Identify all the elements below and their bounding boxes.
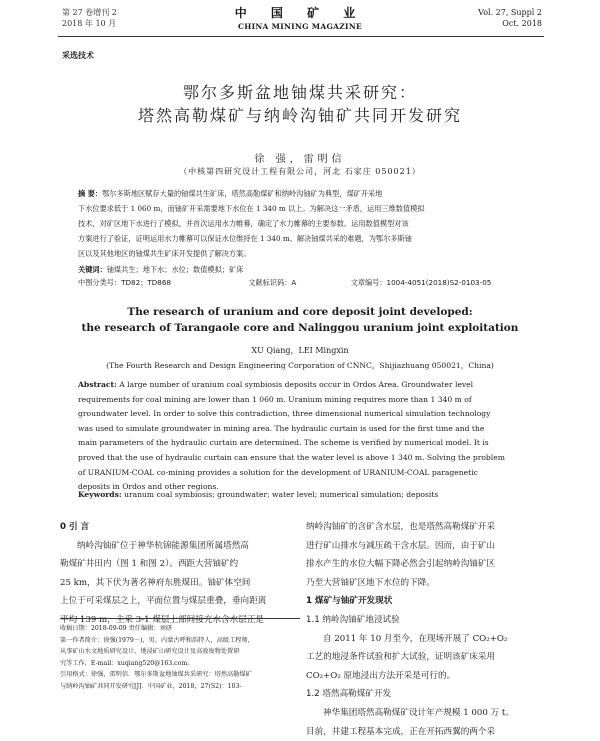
intro-line: 平均 139 m，主采 3-1 煤层上部间接充水含水层正是 [60,614,265,625]
abstract-cn-line: 方案进行了验证，证明运用水力帷幕可以保证水位维持在 1 340 m。解决铀煤共采的难题，为鄂尔多斯铀 [78,234,412,243]
footnote-line: 第一作者简介：徐强(1979－)，男，内蒙古呼和浩特人，高级工程师， [60,636,254,644]
date-en: Oct. 2018 [502,19,542,28]
abstract-en-line: was used to simulate groundwater in mining area. The hydraulic curtain is used for the first time and the [78,423,485,433]
abstract-en-line: groundwater level. In order to solve this contradiction, three dimensional numerical simulation technology [78,409,491,419]
abstract-en-line: deposits in Ordos and other regions. [78,482,219,492]
classification-row [78,278,528,288]
keywords-cn-text: 铀煤共生；地下水；水位；数值模拟；矿床 [106,265,244,274]
title-cn-line-1: 鄂尔多斯盆地铀煤共采研究： [182,83,417,102]
affiliation-cn: （中核第四研究设计工程有限公司，河北 石家庄 050021） [179,167,421,176]
header-rule [58,36,544,37]
abstract-en-line: of URANIUM-COAL co-mining provides a solution for the development of URANIUM-COAL paragenetic [78,467,478,477]
date-cn: 2018 年 10 月 [62,19,117,28]
right-column [306,518,546,741]
title-en-line-1: The research of uranium and core deposit joint developed: [127,306,473,318]
keywords-en [78,490,530,499]
intro-line: 上位于可采煤层之上，平面位置与煤层重叠，垂向距离 [60,596,267,607]
journal-name-en: CHINA MINING MAGAZINE [237,22,363,31]
keywords-cn-label: 关键词： [78,265,107,274]
body-line: 自 2011 年 10 月至今，在现场开展了 CO₂+O₂ [323,633,508,644]
keywords-cn [78,262,528,277]
footnote-line: 究等工作，E-mail：xuqiang520@163.com。 [60,659,194,667]
volume-cn: 第 27 卷增刊 2 [62,8,117,17]
footnote [60,618,300,692]
abstract-cn-line: 区以及其他地区的铀煤共生矿床开发提供了解决方案。 [78,249,251,258]
authors-en: XU Qiang，LEI Mingxin [251,346,349,355]
footnote-line: 从事矿山水文地质研究设计、地浸矿山研究设计及高放废物处置研 [60,648,240,655]
page-header [0,0,600,40]
abstract-en-line: main parameters of the hydraulic curtain are determined. The scheme is verified by numerical model. It is [78,438,489,448]
intro-heading: 0 引 言 [60,522,90,532]
authors-cn: 徐 强，雷明信 [254,154,346,165]
affiliation-en: (The Fourth Research and Design Engineering Corporation of CNNC，Shijiazhuang 050021，China) [106,361,494,370]
volume-en: Vol. 27, Suppl 2 [478,8,542,17]
document-code: 文献标识码：A [248,278,297,287]
abstract-en [78,378,530,495]
title-en-line-2: the research of Tarangaole core and Nalinggou uranium joint exploitation [81,322,519,334]
footnote-line: 与纳岭沟铀矿共同开发研究[J]．中国矿业，2018，27(S2)：103- [60,682,242,690]
abstract-en-line: Abstract: A large number of uranium coal symbiosis deposits occur in Ordos Area. Groundwater level [78,380,474,389]
clc-number: 中图分类号：TD82；TD868 [78,278,172,287]
section-1-1-heading: 1.1 纳岭沟铀矿地浸试验 [306,614,400,625]
keywords-en-label: Keywords: [78,490,122,499]
header-right [478,7,542,29]
body-line: 排水产生的水位大幅下降必然会引起纳岭沟铀矿区 [306,559,496,570]
keywords-en-text: uranum coal symbiosis; groundwater; water level; numerical simulation; deposits [121,490,439,499]
abstract-en-line: requirements for coal mining are lower than 1 060 m. Uranium mining requires more than 1 340 m of [78,394,472,404]
abstract-cn-line: 摘 要：鄂尔多斯地区赋存大量的铀煤共生矿床，塔然高勒煤矿和纳岭沟铀矿为典型，煤矿开采地 [78,189,383,198]
abstract-cn [78,186,528,261]
abstract-cn-line: 下水位要求低于 1 060 m，而铀矿开采需要地下水位在 1 340 m 以上。为解决这一矛盾，运用三维数值模拟 [78,204,425,213]
section-label: 采选技术 [62,51,94,60]
left-column [60,518,300,630]
body-line: 目前，井建工程基本完成，正在开拓西翼的两个采 [306,726,496,737]
article-number: 文章编号：1004-4051(2018)S2-0103-05 [350,278,492,287]
title-cn-line-2: 塔然高勒煤矿与纳岭沟铀矿共同开发研究 [137,106,462,125]
abstract-en-label: Abstract: [78,380,117,389]
footnote-line: 收稿日期：2018-09-09 责任编辑：刘研 [60,625,172,632]
footnote-line: 引用格式：徐强，雷明信．鄂尔多斯盆地铀煤共采研究：塔然高勒煤矿 [60,671,252,678]
abstract-cn-label: 摘 要： [78,189,103,198]
body-line: 工艺的地浸条件试验和扩大试验，证明该矿床采用 [306,652,496,663]
abstract-en-line: proved that the use of hydraulic curtain can ensure that the water level is above 1 340 m. Solving the problem [78,452,505,462]
body-line: 纳岭沟铀矿的含矿含水层，也是塔然高勒煤矿开采 [306,522,496,532]
abstract-cn-line: 技术，对矿区地下水进行了模拟，并首次运用水力帷幕，确定了水力帷幕的主要参数。运用数值模型对该 [78,219,409,228]
body-line: 神华集团塔然高勒煤矿设计年产规模 1 000 万 t。 [323,707,514,718]
body-line: 进行矿山排水与减压疏干含水层。因而，由于矿山 [306,540,496,551]
intro-line: 勒煤矿井田内（图 1 和图 2）。西距大营铀矿约 [60,559,239,570]
intro-line: 25 km，其下伏为著名神府东胜煤田。铀矿体空间 [60,577,251,588]
intro-line: 纳岭沟铀矿位于神华杭锦能源集团所属塔然高 [77,540,249,551]
body-line: 乃至大营铀矿区地下水位的下降。 [306,577,435,588]
journal-name-cn: 中 国 矿 业 [234,6,366,20]
body-line: CO₂+O₂ 原地浸出方法开采是可行的。 [306,670,456,681]
section-1-heading: 1 煤矿与铀矿开发现状 [306,596,393,607]
section-1-2-heading: 1.2 塔然高勒煤矿开发 [306,689,392,700]
